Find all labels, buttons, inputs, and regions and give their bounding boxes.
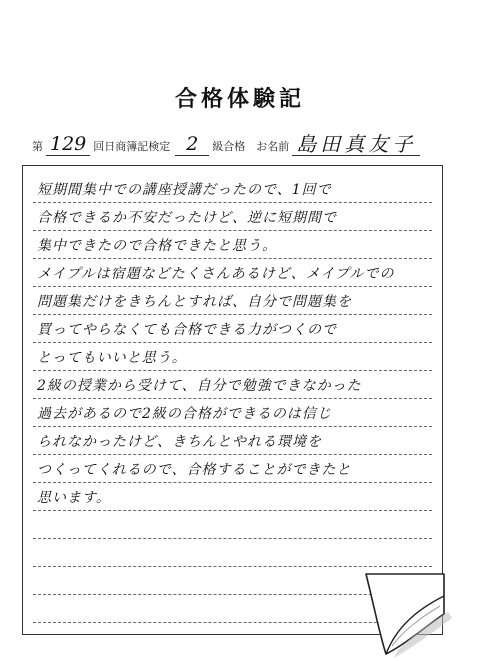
- body-line-10: られなかったけど、きちんとやれる環境を: [37, 434, 322, 450]
- page-title: 合格体験記: [174, 87, 305, 112]
- body-line-9: 過去があるので2級の合格ができるのは信じ: [37, 406, 332, 422]
- body-line-11: つくってくれるので、合格することができたと: [37, 462, 352, 478]
- exam-prefix-label: 第: [32, 140, 43, 153]
- ruled-line: [33, 510, 432, 511]
- ruled-line: [33, 286, 432, 287]
- exam-info-row: [32, 130, 420, 156]
- ruled-line: [33, 370, 432, 371]
- body-line-4: メイプルは宿題などたくさんあるけど、メイプルでの: [37, 266, 395, 282]
- ruled-line: [33, 398, 432, 399]
- ruled-line: [33, 426, 432, 427]
- ruled-line: [33, 342, 432, 343]
- ruled-line: [33, 202, 432, 203]
- ruled-line: [33, 258, 432, 259]
- body-line-7: とってもいいと思う。: [37, 350, 187, 366]
- testimonial-sheet: [22, 165, 443, 635]
- page-curl-decoration: [356, 566, 466, 661]
- ruled-line: [33, 482, 432, 483]
- exam-session-number: 129: [46, 133, 90, 156]
- grade-value: 2: [175, 133, 209, 156]
- author-name: 島田真友子: [292, 133, 420, 156]
- body-line-2: 合格できるか不安だったけど、逆に短期間で: [37, 210, 337, 226]
- ruled-line: [33, 314, 432, 315]
- body-line-5: 問題集だけをきちんとすれば、自分で問題集を: [37, 294, 352, 310]
- ruled-line: [33, 454, 432, 455]
- ruled-line: [33, 230, 432, 231]
- body-line-3: 集中できたので合格できたと思う。: [37, 238, 277, 254]
- name-label: お名前: [256, 140, 290, 153]
- ruled-line: [33, 538, 432, 539]
- pass-label: 級合格: [212, 140, 246, 153]
- body-line-6: 買ってやらなくても合格できる力がつくので: [37, 322, 337, 338]
- exam-name-label: 回日商簿記検定: [93, 140, 171, 153]
- body-line-8: 2級の授業から受けて、自分で勉強できなかった: [37, 378, 362, 394]
- body-line-12: 思います。: [37, 490, 111, 506]
- body-line-1: 短期間集中での講座授講だったので、1回で: [37, 182, 332, 198]
